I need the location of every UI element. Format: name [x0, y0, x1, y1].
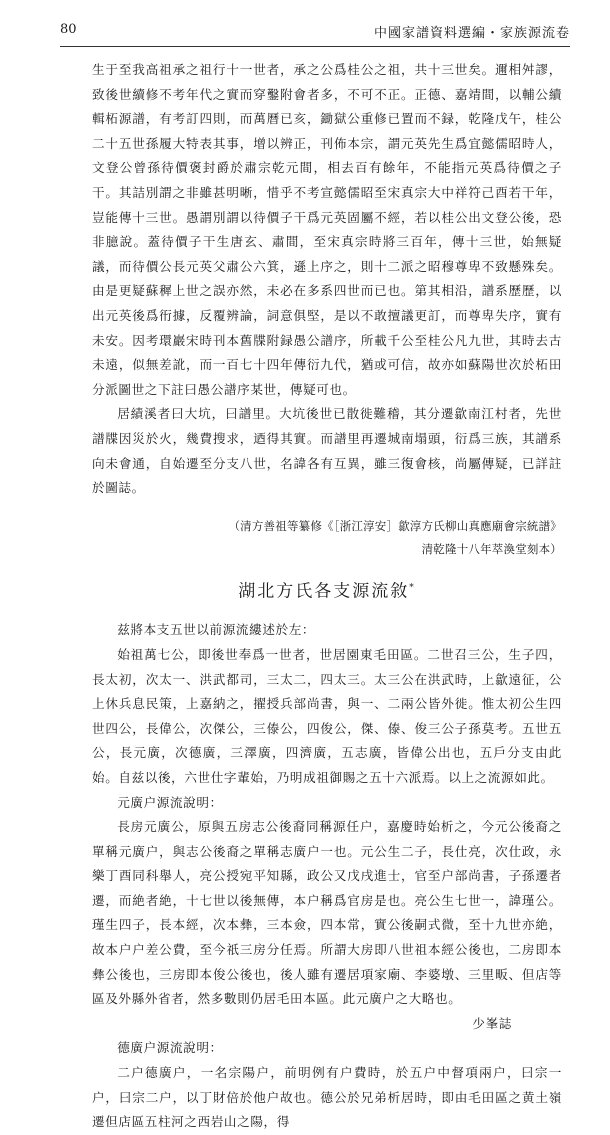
section-title-text: 湖北方氏各支源流敘 [238, 581, 410, 602]
subheading: 元廣户源流說明： [117, 794, 223, 810]
running-title: 中國家譜資料選編・家族源流卷 [373, 26, 570, 41]
citation-line-2: 清乾隆十八年萃渙堂刻本） [421, 541, 562, 556]
footnote-mark: * [409, 582, 416, 593]
signature: 少峯誌 [472, 1015, 512, 1031]
paragraph: 始祖萬七公，即後世奉爲一世者，世居園東毛田區。二世召三公，生子四，長太初，次太一、洪武都司，三太二，四太三。太三公在洪武時，上歙遠征，公上休兵息民策，上嘉納之，擢授兵部尚書，與一、二兩公皆外徙。惟太初公生四世四公，長偉公，次傑公，三傣公，四俊公，傑、傣、俊三公子孫莫考。五世五公，長元廣，次德廣，三澤廣，四濟廣，五志廣，皆偉公出也，五戶分支由此始。自兹以後，六世仕字輩始，乃明成祖御賜之五十六派焉。以上之流源如此。 [92, 646, 562, 785]
intro-line: 兹將本支五世以前源流縷述於左： [117, 622, 316, 638]
header-rule [60, 46, 570, 47]
paragraph-continued: 生于至我高祖承之祖行十一世者，承之公爲桂公之祖，共十三世矣。邇相舛謬，致後世續修不考年代之實而穿鑿附會者多，不可不正。正德、嘉靖間，以輔公續輯柘源譜，有考訂四則，而萬曆已亥，鋤獄公重修已置而不録，乾隆戊午，桂公二十五世孫履大特表其事，增以辨正，刊佈本宗，謂元英先生爲宜懿儒昭時人，文登公曾孫待價褒封爵於肅宗乾元間，相去百有餘年，不能指元英爲待價之子干。其詰別謂之非雖甚明晰，惜乎不考宣懿儒昭至宋真宗大中祥符己酉若干年，豈能傳十三世。愚謂別謂以待價子干爲元英固屬不經，若以桂公出文登公後，恐非臆說。蓋待價子干生唐玄、肅間，至宋真宗時將三百年，傳十三世，始無疑議，而待價公長元英父肅公六箕，遜上序之，則十二派之昭穆尊卑不致懸殊矣。由是更疑蘇穉上世之誤亦然，未必在多系四世而已也。第其相沿，譜系歷歷，以出元英後爲衎據，反覆辨論，詞意俱堅，是以不敢擅議更訂，而尊卑失序，實有未安。因考環巖宋時刊本舊牒附録愚公譜序，所載千公至桂公凡九世，其時去古未遠，似無差訛，而一百七十四年傳衍九代，猶或可信，故亦如蘇陽世次於柘田分派圖世之下註曰愚公譜序某世，傳疑可也。 [92, 62, 562, 397]
paragraph: 居績溪者曰大坑，曰譜里。大坑後世已散徙難稽，其分遷歙南江村者，先世譜牒因災於火，幾費搜求，迺得其實。而譜里再遷城南塌頭，衍爲三族，其譜系向未會通，自始遷至分支八世，名諱各有互異，雖三復會核，尚屬傳疑，已詳註於圖誌。 [92, 406, 562, 496]
section-title [92, 575, 562, 605]
source-citation [92, 515, 562, 561]
paragraph: 長房元廣公，原與五房志公後裔同稱源任户，嘉慶時始析之，今元公後裔之單稱元廣户，與志公後裔之單稱志廣户一也。元公生二子，長仕亮，次仕政，永樂丁酉同科舉人，亮公授宛平知縣，政公又戊戌進士，官至户部尚書，子孫遷者遷，而絶者絶，十七世以後無傳，本户稱爲官房是也。亮公生七世一，諱瑾公。瑾生四子，長本經，次本彝，三本僉，四本常，實公後嗣式微，至十九世亦絶，故本户户差公費，至今祇三房分任焉。所謂大房即八世祖本經公後也，二房即本彝公後也，三房即本俊公後也，後人雖有遷居項家廟、李婆墩、三里畈、但店等區及外縣外省者，然多數則仍居毛田本區。此元廣户之大略也。 [92, 819, 562, 1007]
paragraph: 二户德廣户，一名宗陽户，前明例有户費時，於五户中督項兩户，曰宗一户，曰宗二户，以丁財倍於他户故也。德公於兄弟析居時，即由毛田區之黄土嶺遷但店區五柱河之西岩山之陽，得 [92, 1065, 562, 1130]
page-body [92, 58, 562, 1135]
page-number: 80 [60, 22, 77, 37]
citation-line-1: （清方善祖等纂修《［浙江淳安］歙淳方氏柳山真應廟會宗統譜》 [228, 518, 562, 533]
subheading: 德廣户源流說明： [117, 1040, 223, 1056]
page-header [60, 22, 570, 44]
